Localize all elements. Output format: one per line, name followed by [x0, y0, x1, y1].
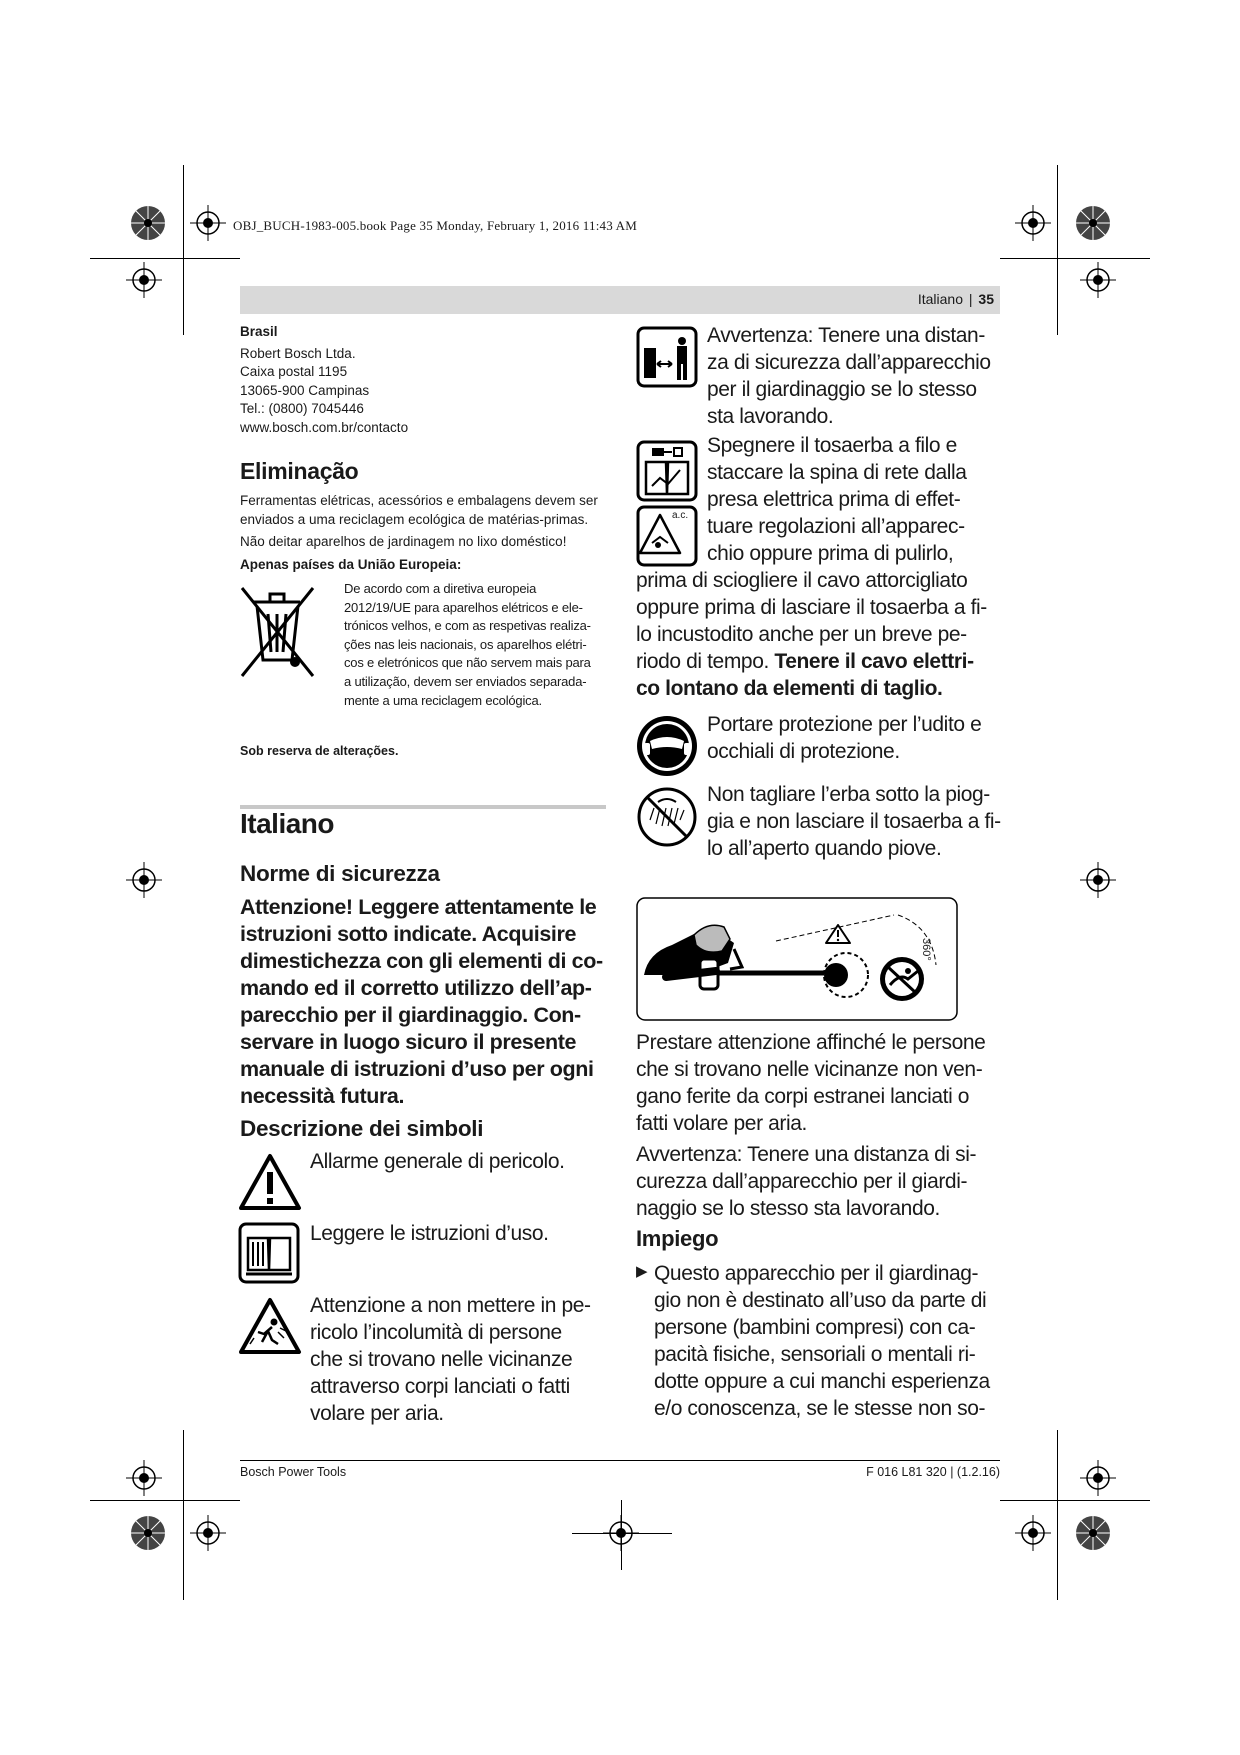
text-fragment: riodo di tempo. [636, 650, 775, 673]
reserva-note: Sob reserva de alterações. [240, 744, 399, 758]
impiego-text [654, 1260, 1018, 1422]
text-line: Prestare attenzione affinché le persone [636, 1031, 986, 1054]
desc-line: ricolo l’incolumità di persone [310, 1321, 562, 1344]
text-line: gia e non lasciare il tosaerba a fi- [707, 810, 1001, 833]
italiano-title: Italiano [240, 808, 335, 839]
eliminacao-text [240, 492, 610, 574]
desc-line: Attenzione a non mettere in pe- [310, 1294, 591, 1317]
weee-line: ções nas leis nacionais, os aparelhos elétri- [344, 636, 587, 652]
eliminacao-heading: Eliminação [240, 458, 359, 484]
thrown-objects-warning-icon [238, 1296, 302, 1356]
symbol-desc-danger: Allarme generale di pericolo. [310, 1150, 565, 1173]
registration-mark-icon [190, 205, 226, 241]
weee-line: a utilização, devem ser enviados separada- [344, 673, 587, 689]
ac-cutting-warning-icon [636, 505, 698, 567]
text-line: presa elettrica prima di effet- [707, 488, 961, 511]
weee-line: 2012/19/UE para aparelhos elétricos e ele- [344, 599, 583, 615]
attenzione-warning [240, 894, 620, 1110]
pioggia-text [707, 781, 1019, 862]
contact-line: Tel.: (0800) 7045446 [240, 401, 364, 416]
contact-line: www.bosch.com.br/contacto [240, 419, 409, 435]
text-line: Questo apparecchio per il giardinag- [654, 1262, 979, 1285]
weee-line: trónicos velhos, e com as respetivas realiza- [344, 618, 591, 634]
unplug-manual-icon [636, 440, 698, 502]
brasil-contact [240, 323, 600, 437]
text-line: tuare regolazioni all’apparec- [707, 515, 965, 538]
text-line: lo all’aperto quando piove. [707, 837, 942, 860]
crossed-bin-icon [240, 584, 315, 678]
header-section: Italiano [917, 291, 963, 307]
header-separator: | [968, 291, 973, 307]
bold-warning: co lontano da elementi di taglio. [636, 677, 943, 700]
spegnere-continued [636, 567, 1016, 702]
eliminacao-line: Ferramentas elétricas, acessórios e embalagens devem ser [240, 493, 598, 508]
registration-mark-icon [1015, 205, 1051, 241]
text-line: pacità fisiche, sensoriali o mentali ri- [654, 1343, 976, 1366]
weee-line: mente a uma reciclagem ecológica. [344, 692, 542, 708]
distance-person-icon [636, 326, 698, 388]
text-line: gano ferite da corpi estranei lanciati o [636, 1085, 970, 1108]
warning-line: servare in luogo sicuro il presente [240, 1030, 577, 1054]
warning-line: Attenzione! Leggere attentamente le [240, 895, 597, 919]
color-target-icon [130, 205, 166, 241]
registration-mark-icon [1015, 1515, 1051, 1551]
bold-warning: Tenere il cavo elettri- [774, 650, 974, 673]
registration-mark-icon [126, 862, 162, 898]
simboli-heading: Descrizione dei simboli [240, 1116, 484, 1141]
text-line: oppure prima di lasciare il tosaerba a fi- [636, 596, 987, 619]
color-target-icon [1075, 1515, 1111, 1551]
text-line: Non tagliare l’erba sotto la piog- [707, 783, 990, 806]
contact-line: Robert Bosch Ltda. [240, 345, 356, 361]
text-line: fatti volare per aria. [636, 1112, 807, 1135]
text-line: e/o conoscenza, se le stesse non so- [654, 1397, 986, 1420]
norme-heading: Norme di sicurezza [240, 861, 440, 886]
footer-rule [240, 1460, 1000, 1461]
weee-line: De acordo com a diretiva europeia [344, 581, 537, 596]
text-line: Avvertenza: Tenere una distanza di si- [636, 1143, 977, 1166]
text-line: lo incustodito anche per un breve pe- [636, 623, 967, 646]
text-line: persone (bambini compresi) con ca- [654, 1316, 976, 1339]
symbol-desc-manual: Leggere le istruzioni d’uso. [310, 1222, 549, 1245]
trimmer-safety-illustration [636, 897, 958, 1021]
contact-line: Caixa postal 1195 [240, 364, 348, 379]
text-line: staccare la spina di rete dalla [707, 461, 967, 484]
text-line: occhiali di protezione. [707, 740, 900, 763]
text-line: naggio se lo stesso sta lavorando. [636, 1197, 940, 1220]
brasil-heading: Brasil [240, 324, 278, 339]
text-line: curezza dall’apparecchio per il giardi- [636, 1170, 968, 1193]
desc-line: che si trovano nelle vicinanze [310, 1348, 573, 1371]
text-line: dotte oppure a cui manchi esperienza [654, 1370, 990, 1393]
header-label [918, 291, 994, 307]
warning-triangle-icon [238, 1152, 302, 1212]
desc-line: attraverso corpi lanciati o fatti [310, 1375, 570, 1398]
impiego-heading: Impiego [636, 1226, 719, 1251]
text-line: Spegnere il tosaerba a filo e [707, 434, 957, 457]
color-target-icon [130, 1515, 166, 1551]
avvertenza-distance [707, 322, 1017, 430]
contact-line: 13065-900 Campinas [240, 382, 370, 398]
eliminacao-line: Não deitar aparelhos de jardinagem no lixo doméstico! [240, 534, 567, 549]
desc-line: volare per aria. [310, 1402, 444, 1425]
text-line: Portare protezione per l’udito e [707, 713, 982, 736]
weee-line: cos e eletrónicos que não servem mais para [344, 655, 591, 671]
text-line: per il giardinaggio se lo stesso [707, 378, 977, 401]
text-line [636, 648, 1016, 675]
warning-line: manuale di istruzioni d’uso per ogni [240, 1057, 594, 1081]
color-target-icon [1075, 205, 1111, 241]
avvertenza-distance-2 [636, 1141, 1016, 1222]
bullet-icon: ▶ [636, 1263, 648, 1280]
page-number: 35 [978, 291, 994, 307]
read-manual-icon [238, 1222, 300, 1284]
registration-mark-icon [126, 1460, 162, 1496]
text-line: Avvertenza: Tenere una distan- [707, 324, 985, 347]
registration-mark-icon [126, 262, 162, 298]
warning-line: parecchio per il giardinaggio. Con- [240, 1003, 581, 1027]
weee-text [344, 580, 612, 710]
ac-label: a.c. [672, 510, 689, 521]
registration-mark-icon [1080, 1460, 1116, 1496]
eu-heading: Apenas países da União Europeia: [240, 556, 462, 572]
warning-line: istruzioni sotto indicate. Acquisire [240, 922, 577, 946]
no-rain-icon [636, 786, 698, 848]
footer-doc-code: F 016 L81 320 | (1.2.16) [866, 1465, 1000, 1479]
text-line: prima di sciogliere il cavo attorcigliato [636, 569, 968, 592]
text-line: chio oppure prima di pulirlo, [707, 542, 954, 565]
warning-line: mando ed il corretto utilizzo dell’ap- [240, 976, 592, 1000]
text-line: sta lavorando. [707, 405, 834, 428]
eliminacao-line: enviados a uma reciclagem ecológica de matérias-primas. [240, 511, 589, 527]
spegnere-text [707, 432, 1017, 567]
footer-brand: Bosch Power Tools [240, 1465, 347, 1479]
print-slug: OBJ_BUCH-1983-005.book Page 35 Monday, February 1, 2016 11:43 AM [233, 218, 637, 233]
protezione-text [707, 711, 1017, 765]
warning-line: dimestichezza con gli elementi di co- [240, 949, 603, 973]
rotation-label: 360° [920, 938, 932, 961]
prestare-text [636, 1029, 1016, 1137]
registration-mark-icon [1080, 262, 1116, 298]
registration-mark-icon [190, 1515, 226, 1551]
ear-eye-protection-icon [636, 715, 698, 777]
text-line: gio non è destinato all’uso da parte di [654, 1289, 987, 1312]
warning-line: necessità futura. [240, 1084, 405, 1108]
page-header [240, 286, 1000, 314]
registration-mark-icon [1080, 862, 1116, 898]
text-line: za di sicurezza dall’apparecchio [707, 351, 991, 374]
symbol-desc-thrown [310, 1292, 610, 1427]
text-line: che si trovano nelle vicinanze non ven- [636, 1058, 983, 1081]
